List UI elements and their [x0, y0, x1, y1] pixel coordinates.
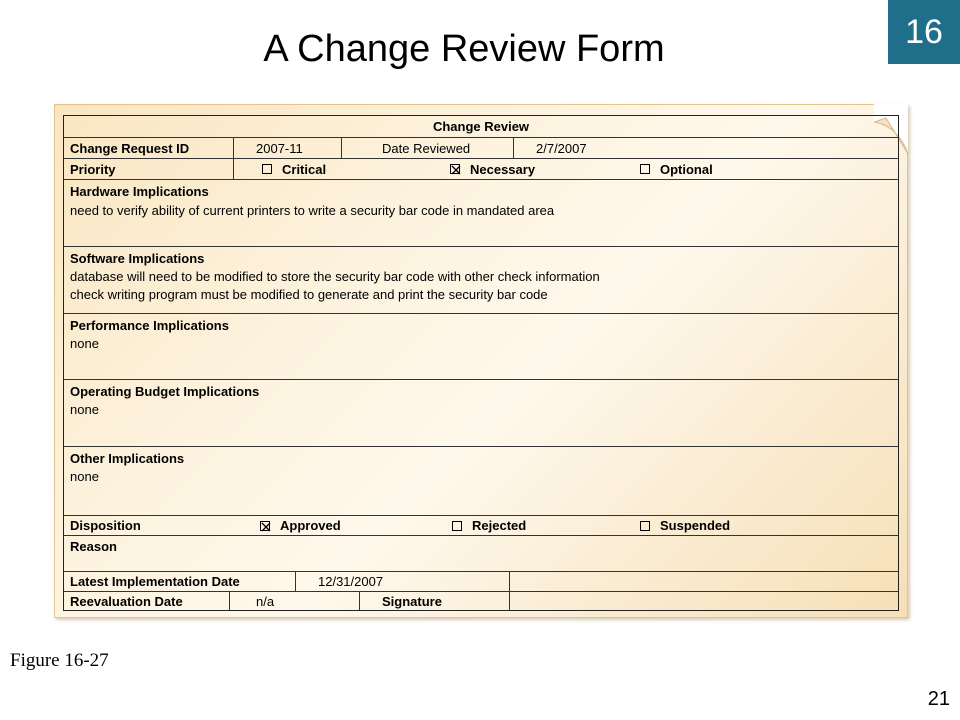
figure-label: Figure 16-27 — [10, 650, 109, 671]
change-request-id-label: Change Request ID — [64, 138, 234, 158]
change-review-form — [63, 115, 899, 611]
necessary-label: Necessary — [470, 161, 536, 177]
optional-checkbox — [640, 164, 650, 174]
hardware-section — [64, 180, 898, 247]
disposition-option-suspended — [634, 516, 730, 535]
latest-implementation-row — [64, 572, 898, 592]
reason-label: Reason — [70, 539, 117, 554]
change-request-row — [64, 138, 898, 159]
budget-title: Operating Budget Implications — [70, 384, 260, 399]
reevaluation-row — [64, 592, 898, 610]
optional-label: Optional — [660, 161, 713, 177]
other-line: none — [70, 469, 99, 484]
slide-title: A Change Review Form — [263, 28, 665, 70]
approved-label: Approved — [280, 518, 341, 533]
disposition-option-rejected — [446, 516, 526, 535]
software-title: Software Implications — [70, 251, 205, 266]
hardware-line: need to verify ability of current printers to write a security bar code in mandated area — [70, 203, 555, 218]
performance-title: Performance Implications — [70, 318, 229, 333]
chapter-number-badge: 16 — [888, 0, 960, 64]
hardware-title: Hardware Implications — [70, 184, 209, 199]
performance-line: none — [70, 336, 99, 351]
suspended-label: Suspended — [660, 518, 731, 533]
other-section — [64, 447, 898, 516]
suspended-checkbox — [640, 521, 650, 531]
budget-section — [64, 380, 898, 447]
disposition-label: Disposition — [70, 518, 141, 533]
reevaluation-label: Reevaluation Date — [64, 592, 230, 610]
page-number: 21 — [927, 688, 950, 710]
necessary-checkbox — [450, 164, 460, 174]
other-title: Other Implications — [70, 451, 185, 466]
priority-option-critical — [256, 159, 326, 179]
approved-checkbox — [260, 521, 270, 531]
change-request-id-value: 2007-11 — [234, 138, 342, 158]
form-header-row — [64, 116, 898, 138]
performance-section — [64, 314, 898, 380]
latest-implementation-value: 12/31/2007 — [296, 572, 510, 591]
software-line: database will need to be modified to store the security bar code with other check information — [70, 269, 600, 284]
date-reviewed-value: 2/7/2007 — [536, 140, 587, 156]
signature-label: Signature — [360, 592, 510, 610]
priority-label: Priority — [64, 159, 234, 179]
reevaluation-value: n/a — [230, 592, 360, 610]
priority-row — [64, 159, 898, 180]
priority-option-optional — [634, 159, 713, 179]
latest-implementation-label: Latest Implementation Date — [64, 572, 296, 591]
software-line: check writing program must be modified to generate and print the security bar code — [70, 287, 548, 302]
budget-line: none — [70, 402, 99, 417]
software-section — [64, 247, 898, 314]
form-paper — [54, 104, 908, 618]
critical-checkbox — [262, 164, 272, 174]
disposition-row — [64, 516, 898, 536]
rejected-label: Rejected — [472, 518, 527, 533]
form-header: Change Review — [432, 119, 530, 134]
reason-section — [64, 536, 898, 572]
signature-field — [510, 592, 900, 610]
priority-option-necessary — [444, 159, 535, 179]
date-reviewed-label: Date Reviewed — [342, 138, 514, 158]
critical-label: Critical — [282, 161, 327, 177]
disposition-option-approved — [254, 516, 341, 535]
rejected-checkbox — [452, 521, 462, 531]
